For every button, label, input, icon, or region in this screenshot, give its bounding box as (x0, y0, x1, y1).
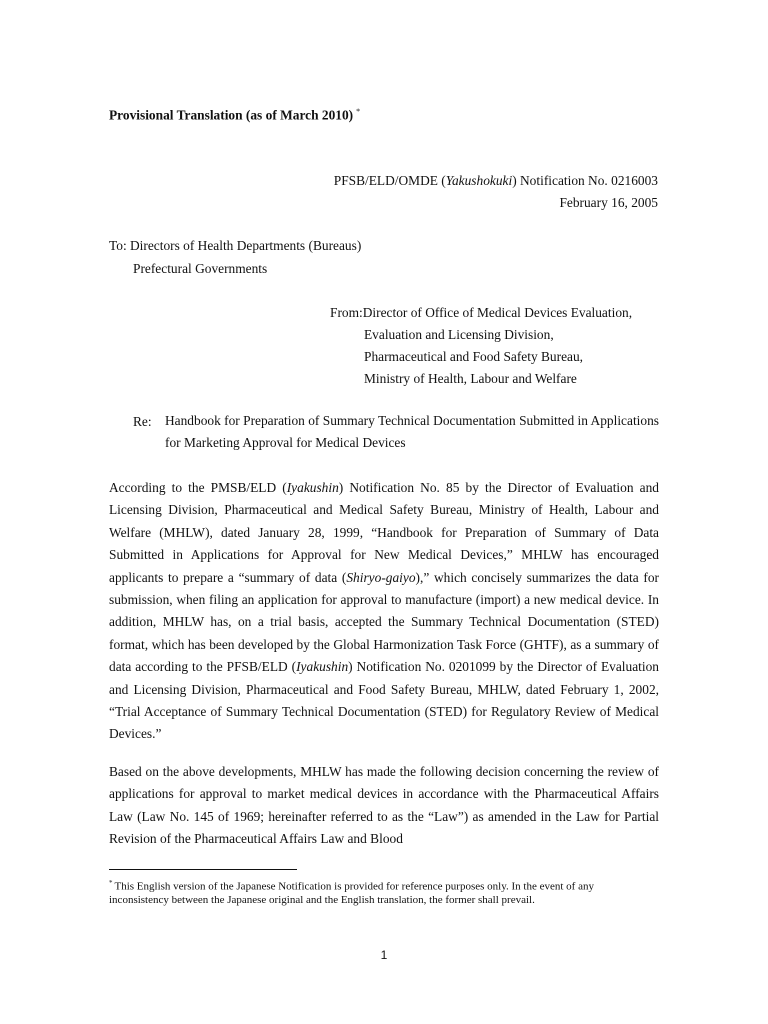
to-line: To: Directors of Health Departments (Bureaus) (109, 238, 362, 253)
footnote-divider (109, 869, 297, 870)
footnote-marker: * (356, 107, 361, 116)
notification-date: February 16, 2005 (559, 195, 658, 210)
to-line-2: Prefectural Governments (133, 261, 268, 276)
from-line-2: Evaluation and Licensing Division, (364, 327, 554, 342)
subject-label: Re: (133, 414, 152, 429)
document-title: Provisional Translation (as of March 2010) * (109, 107, 361, 123)
notification-number: PFSB/ELD/OMDE (Yakushokuki) Notification No. 0216003 (333, 173, 658, 188)
page-number: 1 (380, 948, 388, 962)
from-line: From:Director of Office of Medical Devices Evaluation, (330, 305, 633, 320)
footnote: * This English version of the Japanese Notification is provided for reference purposes only. In the event of any inconsistency between the Japanese original and the English translation, the former shall prevail. (109, 879, 594, 906)
from-line-3: Pharmaceutical and Food Safety Bureau, (364, 349, 584, 364)
subject-text: Handbook for Preparation of Summary Technical Documentation Submitted in Applications for Marketing Approval for Medical Devices (165, 413, 659, 450)
body-paragraph-2: Based on the above developments, MHLW has made the following decision concerning the review of applications for approval to market medical devices in accordance with the Pharmaceutical Affairs Law (Law No. 145 of 1969; hereinafter referred to as the “Law”) as amended in the Law for Partial Revision of the Pharmaceutical Affairs Law and Blood (109, 764, 659, 847)
from-line-4: Ministry of Health, Labour and Welfare (364, 371, 577, 386)
body-paragraph-1: According to the PMSB/ELD (Iyakushin) Notification No. 85 by the Director of Evaluation and Licensing Division, Pharmaceutical and Medical Safety Bureau, Ministry of Health, Labour and Welfare (MHLW), dated January 28, 1999, “Handbook for Preparation of Summary of Data Submitted in Applications for Approval for New Medical Devices,” MHLW has encouraged applicants to prepare a “summary of data (Shiryo-gaiyo),” which concisely summarizes the data for submission, when filing an application for approval to manufacture (import) a new medical device. In addition, MHLW has, on a trial basis, accepted the Summary Technical Documentation (STED) format, which has been developed by the Global Harmonization Task Force (GHTF), as a summary of data according to the PFSB/ELD (Iyakushin) Notification No. 0201099 by the Director of Evaluation and Licensing Division, Pharmaceutical and Food Safety Bureau, MHLW, dated February 1, 2002, “Trial Acceptance of Summary Technical Documentation (STED) for Regulatory Review of Medical Devices.” (109, 480, 659, 742)
